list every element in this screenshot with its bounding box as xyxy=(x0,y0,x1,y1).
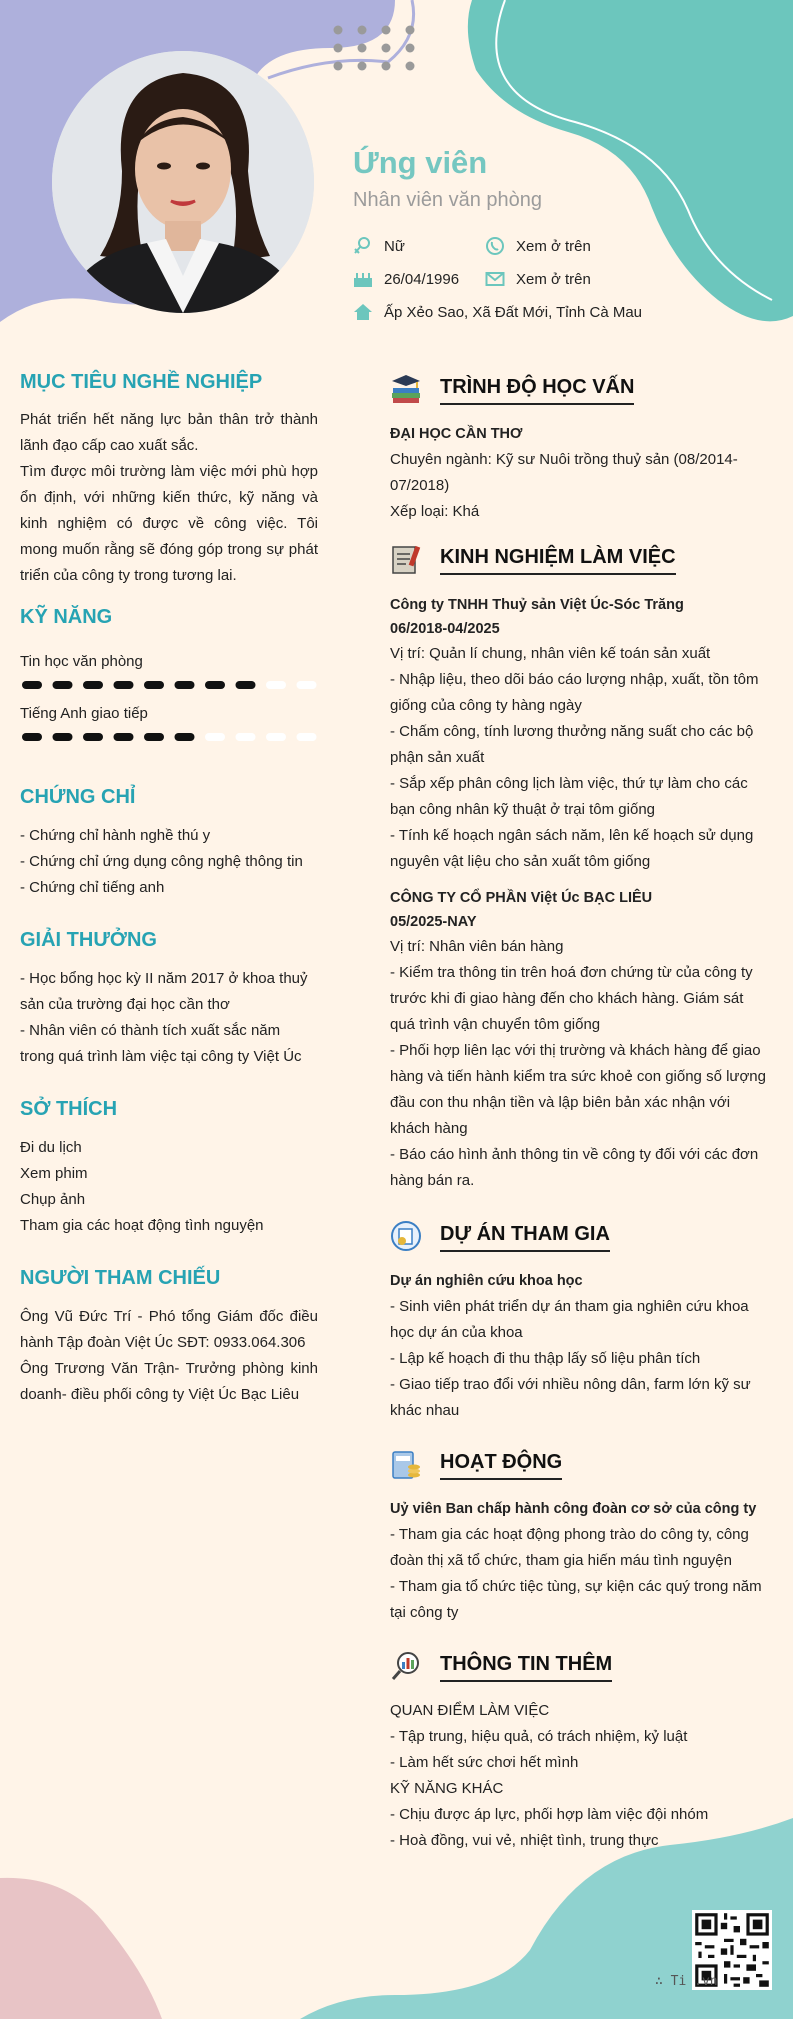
additional-line: KỸ NĂNG KHÁC xyxy=(390,1780,504,1797)
job-line: - Sắp xếp phân công lịch làm việc, thứ tự làm cho các bạn công nhân kỹ thuật ở trại tôm giống xyxy=(390,775,748,818)
job-line: - Tính kế hoạch ngân sách năm, lên kế hoạch sử dụng nguyên vật liệu cho sản xuất tôm giống xyxy=(390,827,754,870)
skill-dot-filled xyxy=(114,681,134,689)
additional-header xyxy=(390,1640,770,1682)
skill-dot-filled xyxy=(83,681,103,689)
education-grade: Xếp loại: Khá xyxy=(390,503,480,520)
certificate-item: - Chứng chỉ hành nghề thú y xyxy=(20,827,211,844)
certificate-item: - Chứng chỉ tiếng anh xyxy=(20,879,165,896)
objective-line: Phát triển hết năng lực bản thân trở thành lãnh đạo cấp cao xuất sắc. xyxy=(20,411,318,454)
project-line: - Giao tiếp trao đổi với nhiều nông dân, farm lớn kỹ sư khác nhau xyxy=(390,1376,751,1419)
job-period: 05/2025-NAY xyxy=(390,914,477,930)
skill-dot-empty xyxy=(266,681,286,689)
left-column xyxy=(20,367,318,1408)
phone-icon xyxy=(485,236,505,256)
dot-grid-decoration xyxy=(330,22,430,74)
skill-dot-filled xyxy=(144,733,164,741)
birthday-row xyxy=(353,269,459,289)
skill-dot-filled xyxy=(236,681,256,689)
education-school: ĐẠI HỌC CẦN THƠ xyxy=(390,426,523,442)
skill-label: Tiếng Anh giao tiếp xyxy=(20,705,148,722)
job-entry xyxy=(390,593,770,875)
job-line: - Phối hợp liên lạc với thị trường và khách hàng để giao hàng và tiến hành kiểm tra sức khoẻ con giống số lượng đầu con thu nhận tiền và lập biên bản xác nhận với khách hàng xyxy=(390,1042,766,1137)
activities-header xyxy=(390,1438,770,1480)
experience-header xyxy=(390,533,770,575)
skill-dot-filled xyxy=(53,681,73,689)
skill-dot-filled xyxy=(83,733,103,741)
hobbies-heading: SỞ THÍCH xyxy=(20,1098,118,1120)
project-name: Dự án nghiên cứu khoa học xyxy=(390,1273,583,1289)
reference-item: Ông Vũ Đức Trí - Phó tổng Giám đốc điều hành Tập đoàn Việt Úc SĐT: 0933.064.306 xyxy=(20,1308,318,1351)
objective-line: Tìm được môi trường làm việc mới phù hợp ổn định, với những kiến thức, kỹ năng và kinh nghiệm có được về công việc. Tôi mong muốn rằng sẽ đóng góp trong sự phát triển của công ty trong tương lai. xyxy=(20,463,318,584)
skill-label: Tin học văn phòng xyxy=(20,653,143,670)
project-icon xyxy=(390,1220,422,1252)
additional-line: - Tập trung, hiệu quả, có trách nhiệm, kỷ luật xyxy=(390,1728,688,1745)
additional-line: - Làm hết sức chơi hết mình xyxy=(390,1754,579,1771)
skill-dot-empty xyxy=(205,733,225,741)
job-company: CÔNG TY CỔ PHẦN Việt Úc BẠC LIÊU xyxy=(390,890,653,906)
skill-dot-filled xyxy=(53,733,73,741)
hobby-item: Đi du lịch xyxy=(20,1139,82,1156)
awards-heading: GIẢI THƯỞNG xyxy=(20,929,157,951)
profile-photo xyxy=(52,51,314,313)
skills-heading: KỸ NĂNG xyxy=(20,606,113,628)
skill-dot-empty xyxy=(297,681,317,689)
address-row xyxy=(353,302,642,322)
birthday-value: 26/04/1996 xyxy=(384,270,460,288)
email-row xyxy=(485,269,591,289)
award-item: - Học bổng học kỳ II năm 2017 ở khoa thuỷ sản của trường đại học cần thơ xyxy=(20,970,308,1013)
phone-row xyxy=(485,236,591,256)
job-line: - Nhập liệu, theo dõi báo cáo lượng nhập, xuất, tồn tôm giống của công ty hàng ngày xyxy=(390,671,759,714)
notebook-icon xyxy=(390,543,422,575)
job-period: 06/2018-04/2025 xyxy=(390,621,500,637)
skill-dot-empty xyxy=(266,733,286,741)
project-line: - Sinh viên phát triển dự án tham gia nghiên cứu khoa học dự án của khoa xyxy=(390,1298,749,1341)
reference-item: Ông Trương Văn Trận- Trưởng phòng kinh doanh- điều phối công ty Việt Úc Bạc Liêu xyxy=(20,1360,318,1403)
skill-item xyxy=(20,652,318,690)
skill-dot-filled xyxy=(205,681,225,689)
job-line: - Kiểm tra thông tin trên hoá đơn chứng từ của công ty trước khi đi giao hàng đến cho khách hàng. Giám sát quá trình vận chuyển tôm giống xyxy=(390,964,753,1033)
additional-line: - Hoà đồng, vui vẻ, nhiệt tình, trung thực xyxy=(390,1832,659,1849)
references-heading: NGƯỜI THAM CHIẾU xyxy=(20,1267,221,1289)
magnifier-chart-icon xyxy=(390,1650,422,1682)
skill-level-bar xyxy=(20,730,318,742)
job-company: Công ty TNHH Thuỷ sản Việt Úc-Sóc Trăng xyxy=(390,597,684,613)
home-icon xyxy=(353,302,373,322)
skill-dot-filled xyxy=(22,681,42,689)
experience-heading: KINH NGHIỆM LÀM VIỆC xyxy=(440,544,676,575)
email-icon xyxy=(485,269,505,289)
job-line: Vị trí: Nhân viên bán hàng xyxy=(390,938,564,955)
job-entry xyxy=(390,886,770,1194)
coins-icon xyxy=(390,1448,422,1480)
job-line: Vị trí: Quản lí chung, nhân viên kế toán sản xuất xyxy=(390,645,711,662)
hobby-item: Xem phim xyxy=(20,1165,88,1182)
hobby-item: Chụp ảnh xyxy=(20,1191,86,1208)
activity-line: - Tham gia các hoạt động phong trào do công ty, công đoàn thị xã tổ chức, tham gia hiến máu tình nguyện xyxy=(390,1526,749,1569)
certificate-item: - Chứng chỉ ứng dụng công nghệ thông tin xyxy=(20,853,303,870)
projects-header xyxy=(390,1210,770,1252)
award-item: - Nhân viên có thành tích xuất sắc năm trong quá trình làm việc tại công ty Việt Úc xyxy=(20,1022,302,1065)
skill-dot-filled xyxy=(144,681,164,689)
projects-heading: DỰ ÁN THAM GIA xyxy=(440,1221,610,1252)
education-header xyxy=(390,363,770,405)
skill-item xyxy=(20,704,318,742)
calendar-icon xyxy=(353,269,373,289)
additional-heading: THÔNG TIN THÊM xyxy=(440,1651,612,1682)
gender-icon xyxy=(353,236,373,256)
candidate-position: Nhân viên văn phòng xyxy=(353,189,543,211)
books-icon xyxy=(390,373,422,405)
education-major: Chuyên ngành: Kỹ sư Nuôi trồng thuỷ sản (08/2014- 07/2018) xyxy=(390,451,738,494)
gender-row xyxy=(353,236,405,256)
education-heading: TRÌNH ĐỘ HỌC VẤN xyxy=(440,374,634,405)
objective-heading: MỤC TIÊU NGHỀ NGHIỆP xyxy=(20,371,263,393)
skill-dot-filled xyxy=(175,733,195,741)
address-value: Ấp Xẻo Sao, Xã Đất Mới, Tỉnh Cà Mau xyxy=(384,303,643,321)
additional-line: - Chịu được áp lực, phối hợp làm việc đội nhóm xyxy=(390,1806,709,1823)
footer-watermark: ∴ Ti .vn xyxy=(655,1974,718,1989)
skill-dot-filled xyxy=(175,681,195,689)
job-line: - Báo cáo hình ảnh thông tin về công ty đối với các đơn hàng bán ra. xyxy=(390,1146,759,1189)
skill-dot-empty xyxy=(297,733,317,741)
additional-line: QUAN ĐIỂM LÀM VIỆC xyxy=(390,1702,550,1719)
skill-dot-empty xyxy=(236,733,256,741)
hobby-item: Tham gia các hoạt động tình nguyện xyxy=(20,1217,264,1234)
skill-level-bar xyxy=(20,678,318,690)
job-line: - Chấm công, tính lương thưởng năng suất cho các bộ phận sản xuất xyxy=(390,723,754,766)
activity-line: - Tham gia tổ chức tiệc tùng, sự kiện các quý trong năm tại công ty xyxy=(390,1578,762,1621)
phone-value: Xem ở trên xyxy=(516,237,591,255)
activities-heading: HOẠT ĐỘNG xyxy=(440,1449,562,1480)
skill-dot-filled xyxy=(114,733,134,741)
email-value: Xem ở trên xyxy=(516,270,591,288)
candidate-name: Ứng viên xyxy=(353,145,488,180)
right-column xyxy=(390,363,770,1854)
skill-dot-filled xyxy=(22,733,42,741)
certificates-heading: CHỨNG CHỈ xyxy=(20,786,136,808)
project-line: - Lập kế hoạch đi thu thập lấy số liệu phân tích xyxy=(390,1350,701,1367)
activity-name: Uỷ viên Ban chấp hành công đoàn cơ sở của công ty xyxy=(390,1501,757,1517)
gender-value: Nữ xyxy=(384,237,405,255)
